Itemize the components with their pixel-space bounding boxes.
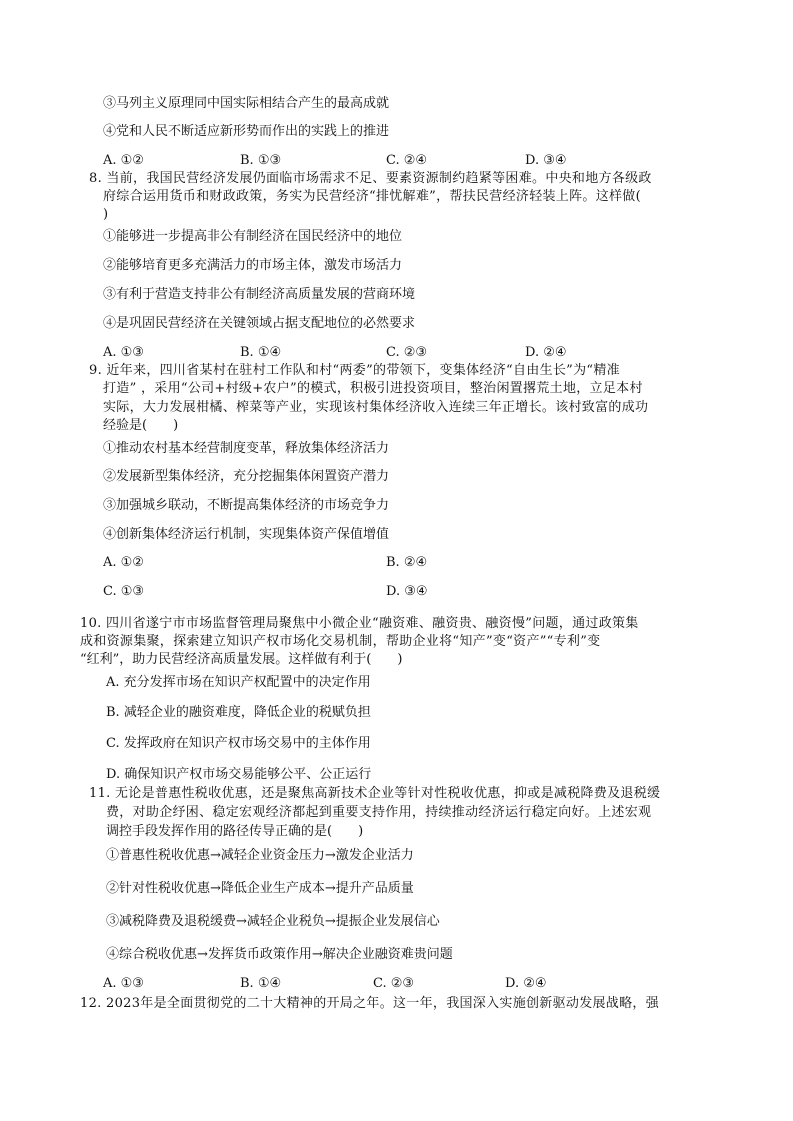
- q8-statement-2: ②能够培育更多充满活力的市场主体，激发市场活力: [103, 258, 403, 273]
- q9-option-c: C. ①③: [103, 584, 145, 599]
- q10-stem-line-1: 10. 四川省遂宁市市场监督管理局聚焦中小微企业“融资难、融资贵、融资慢”问题，通过政策集: [80, 616, 639, 631]
- q11-stem-line-2: 费，对助企纾困、稳定宏观经济都起到重要支持作用，持续推动经济运行稳定向好。上述宏观: [106, 805, 652, 820]
- q11-option-b: B. ①④: [240, 976, 282, 991]
- q8-option-c: C. ②③: [386, 345, 428, 360]
- q10-stem-line-2: 成和资源集聚，探索建立知识产权市场化交易机制，帮助企业将“知产”变“资产”“专利”变: [80, 634, 601, 649]
- q7-option-a: A. ①②: [103, 153, 144, 168]
- q9-option-a: A. ①②: [103, 555, 144, 570]
- q10-option-d: D. 确保知识产权市场交易能够公平、公正运行: [106, 767, 372, 782]
- q11-option-c: C. ②③: [373, 976, 415, 991]
- q10-option-c: C. 发挥政府在知识产权市场交易中的主体作用: [106, 736, 371, 751]
- q9-stem-line-4: 经验是( ): [103, 418, 179, 433]
- q8-option-d: D. ②④: [525, 345, 567, 360]
- q7-option-b: B. ①③: [240, 153, 282, 168]
- q11-stem-line-3: 调控手段发挥作用的路径传导正确的是( ): [106, 824, 364, 839]
- q10-stem-line-3: “红利”，助力民营经济高质量发展。这样做有利于( ): [80, 652, 403, 667]
- q9-stem-line-2: 打造” ，采用“公司+村级+农户”的模式，积极引进投资项目，整治闲置撂荒土地，立足本村: [103, 381, 643, 396]
- q7-statement-4: ④党和人民不断适应新形势而作出的实践上的推进: [103, 124, 390, 139]
- q9-statement-2: ②发展新型集体经济，充分挖掘集体闲置资产潜力: [103, 469, 390, 484]
- q12-stem-line-1: 12. 2023年是全面贯彻党的二十大精神的开局之年。这一年，我国深入实施创新驱动发展战略，强: [80, 996, 659, 1011]
- q8-statement-1: ①能够进一步提高非公有制经济在国民经济中的地位: [103, 229, 403, 244]
- q8-option-a: A. ①③: [103, 345, 144, 360]
- q11-statement-4: ④综合税收优惠→发挥货币政策作用→解决企业融资难贵问题: [106, 947, 453, 962]
- q9-option-b: B. ②④: [386, 555, 428, 570]
- q9-statement-4: ④创新集体经济运行机制，实现集体资产保值增值: [103, 527, 390, 542]
- q8-statement-3: ③有利于营造支持非公有制经济高质量发展的营商环境: [103, 287, 416, 302]
- q9-statement-3: ③加强城乡联动，不断提高集体经济的市场竞争力: [103, 498, 390, 513]
- q11-statement-3: ③减税降费及退税缓费→减轻企业税负→提振企业发展信心: [106, 914, 440, 929]
- q11-statement-2: ②针对性税收优惠→降低企业生产成本→提升产品质量: [106, 881, 414, 896]
- q9-statement-1: ①推动农村基本经营制度变革，释放集体经济活力: [103, 441, 390, 456]
- q11-statement-1: ①普惠性税收优惠→减轻企业资金压力→激发企业活力: [106, 848, 414, 863]
- q8-option-b: B. ①④: [240, 345, 282, 360]
- q8-stem-line-1: 8. 当前，我国民营经济发展仍面临市场需求不足、要素资源制约趋紧等困难。中央和地方各级政: [89, 171, 652, 186]
- q8-stem-line-3: ): [103, 207, 109, 222]
- q10-option-b: B. 减轻企业的融资难度，降低企业的税赋负担: [106, 705, 371, 720]
- q11-option-a: A. ①③: [103, 976, 144, 991]
- q8-stem-line-2: 府综合运用货币和财政政策，务实为民营经济“排忧解难”，帮扶民营经济轻装上阵。这样做(: [103, 189, 641, 204]
- q9-stem-line-3: 实际，大力发展柑橘、榨菜等产业，实现该村集体经济收入连续三年正增长。该村致富的成功: [103, 400, 649, 415]
- q8-statement-4: ④是巩固民营经济在关键领域占据支配地位的必然要求: [103, 316, 416, 331]
- q10-option-a: A. 充分发挥市场在知识产权配置中的决定作用: [106, 675, 371, 690]
- q7-statement-3: ③马列主义原理同中国实际相结合产生的最高成就: [103, 96, 390, 111]
- q11-stem-line-1: 11. 无论是普惠性税收优惠，还是聚焦高新技术企业等针对性税收优惠，抑或是减税降费及退税缓: [89, 786, 661, 801]
- q7-option-d: D. ③④: [525, 153, 567, 168]
- q11-option-d: D. ②④: [505, 976, 547, 991]
- q9-stem-line-1: 9. 近年来，四川省某村在驻村工作队和村“两委”的带领下，变集体经济“自由生长”为“精准: [89, 363, 620, 378]
- q7-option-c: C. ②④: [386, 153, 428, 168]
- q9-option-d: D. ③④: [386, 584, 428, 599]
